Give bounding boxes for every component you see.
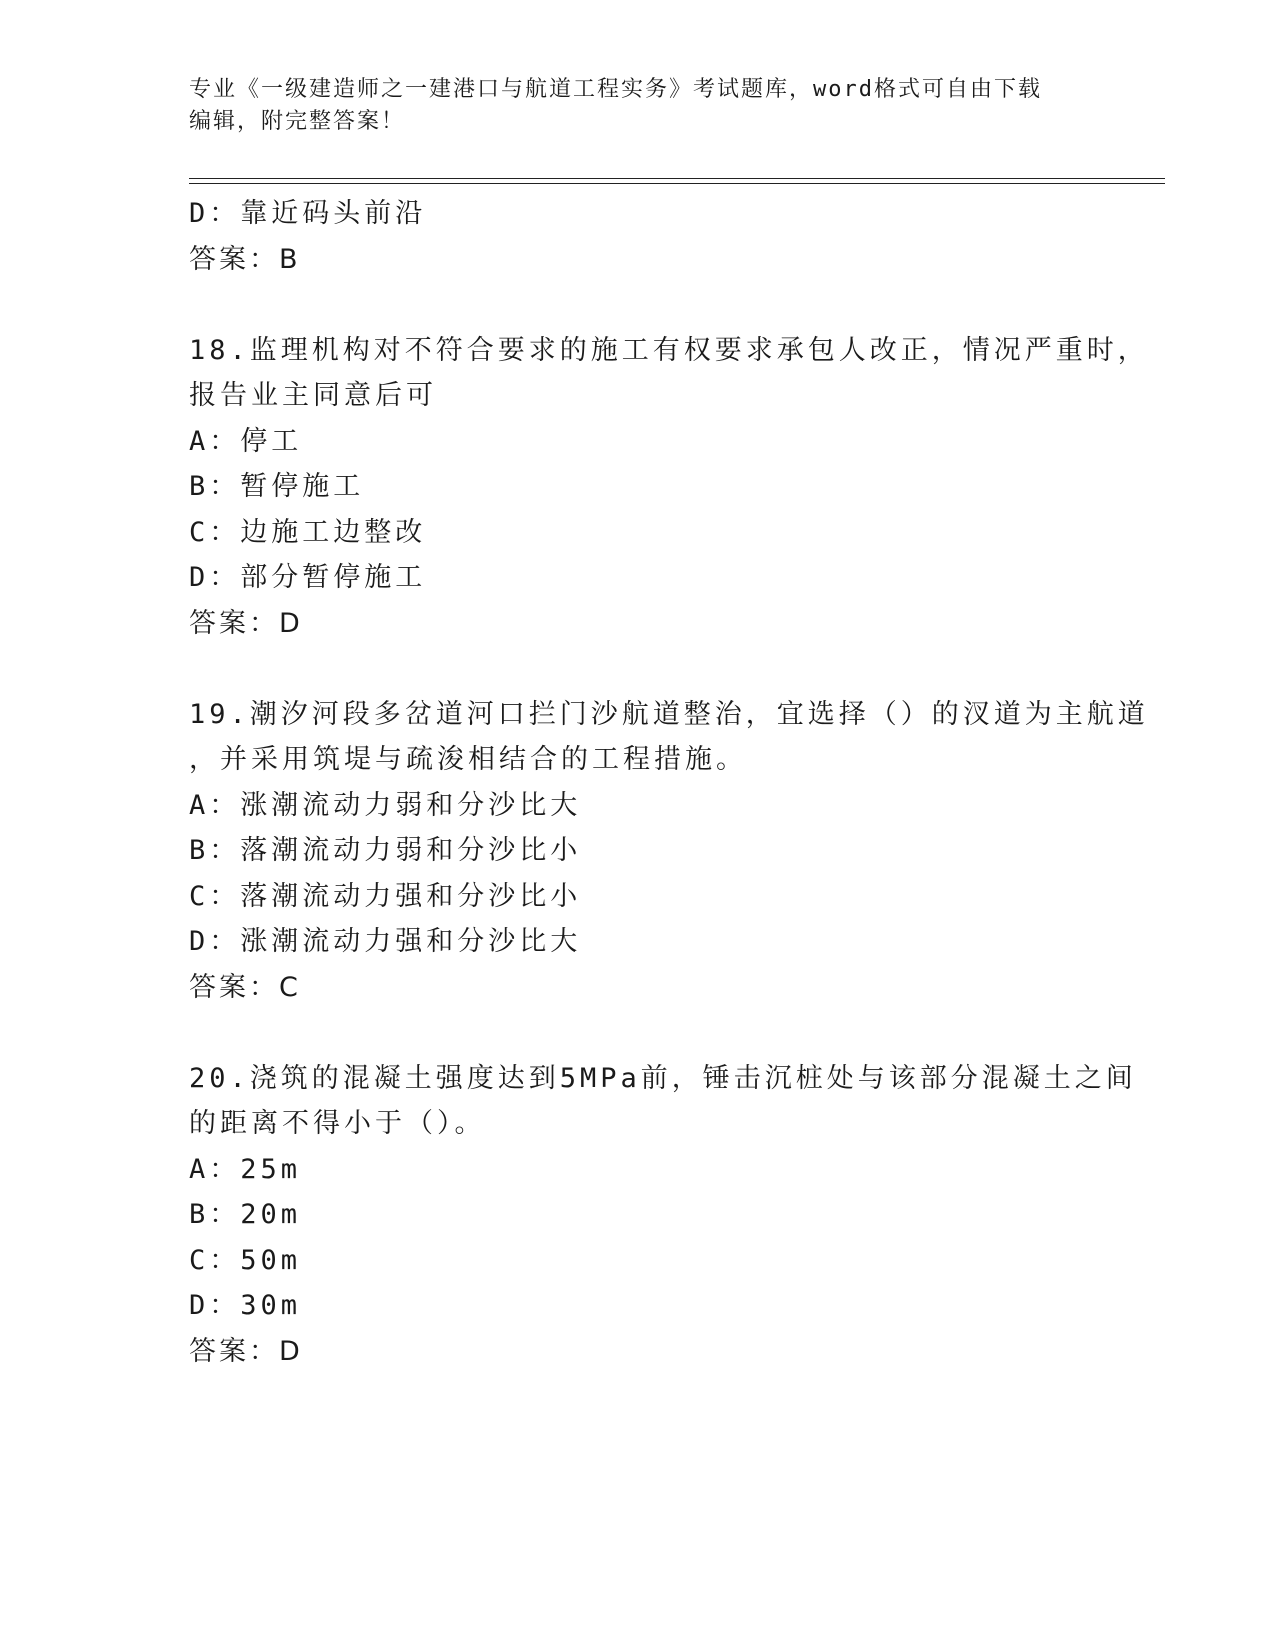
question-20 xyxy=(189,1056,1137,1375)
header-divider xyxy=(189,178,1165,184)
option-b: B：落潮流动力弱和分沙比小 xyxy=(189,835,582,866)
question-stem-line-1: 20.浇筑的混凝土强度达到5MPa前，锤击沉桩处与该部分混凝土之间 xyxy=(189,1062,1137,1094)
spacer xyxy=(189,1010,1089,1056)
document-header xyxy=(189,74,1089,138)
question-18 xyxy=(189,328,1149,647)
option-d: D：30m xyxy=(189,1290,302,1321)
option-d: D：部分暂停施工 xyxy=(189,562,427,593)
question-17 xyxy=(189,191,1089,282)
option-b: B：暂停施工 xyxy=(189,471,365,502)
question-stem-line-1: 18.监理机构对不符合要求的施工有权要求承包人改正，情况严重时， xyxy=(189,334,1149,366)
option-c: C：边施工边整改 xyxy=(189,516,427,548)
header-line-1: 专业《一级建造师之一建港口与航道工程实务》考试题库，word格式可自由下载 xyxy=(189,77,1042,102)
spacer xyxy=(189,646,1089,692)
answer: 答案：B xyxy=(189,243,301,275)
option-b: B：20m xyxy=(189,1199,302,1230)
option-a: A：涨潮流动力弱和分沙比大 xyxy=(189,789,582,821)
option-c: C：落潮流动力强和分沙比小 xyxy=(189,880,582,912)
spacer xyxy=(189,282,1089,328)
option-d: D：涨潮流动力强和分沙比大 xyxy=(189,926,582,957)
question-stem-line-2: 报告业主同意后可 xyxy=(189,380,437,411)
question-stem-line-2: 的距离不得小于（）。 xyxy=(189,1108,486,1139)
question-list xyxy=(189,191,1149,1374)
answer: 答案：C xyxy=(189,971,301,1003)
option-a: A：25m xyxy=(189,1153,302,1185)
option-d: D：靠近码头前沿 xyxy=(189,198,427,229)
question-19 xyxy=(189,692,1149,1011)
option-c: C：50m xyxy=(189,1244,302,1276)
header-line-2: 编辑，附完整答案！ xyxy=(189,109,406,134)
answer: 答案：D xyxy=(189,607,303,639)
question-stem-line-1: 19.潮汐河段多岔道河口拦门沙航道整治，宜选择（）的汊道为主航道 xyxy=(189,698,1149,730)
question-stem-line-2: ，并采用筑堤与疏浚相结合的工程措施。 xyxy=(189,744,747,775)
option-a: A：停工 xyxy=(189,425,303,457)
answer: 答案：D xyxy=(189,1335,303,1367)
